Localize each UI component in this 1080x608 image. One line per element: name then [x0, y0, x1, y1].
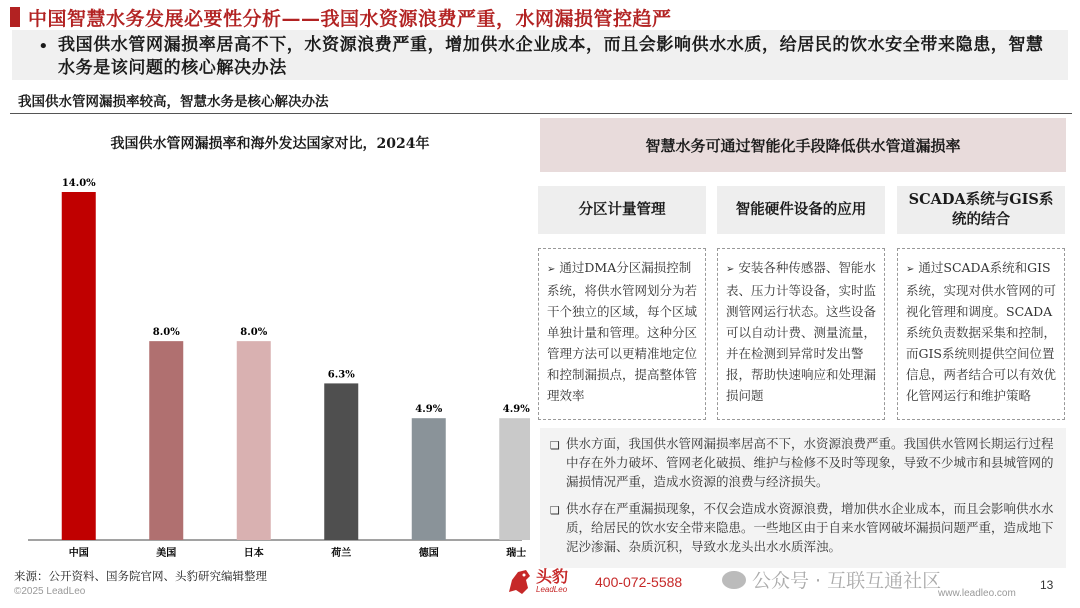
source-note: 来源：公开资料、国务院官网、头豹研究编辑整理: [14, 569, 267, 583]
logo-name: 头豹: [536, 566, 569, 586]
category-label-5: 德国: [418, 548, 439, 559]
value-label-2: 8.0%: [152, 327, 180, 339]
summary-text: 我国供水管网漏损率居高不下，水资源浪费严重，增加供水企业成本，而且会影响供水水质，给居民的饮水安全带来隐患，智慧水务是该问题的核心解决办法: [58, 35, 1044, 78]
card-body-dma: [538, 248, 706, 420]
category-label-6: 瑞士: [506, 548, 527, 559]
right-panel-header: 智慧水务可通过智能化手段降低供水管道漏损率: [540, 118, 1066, 172]
watermark: [722, 566, 941, 593]
section-subheading: 我国供水管网漏损率较高，智慧水务是核心解决办法: [18, 94, 329, 110]
notes-box: [540, 428, 1066, 568]
chart-title: 我国供水管网漏损率和海外发达国家对比，2024年: [110, 136, 430, 152]
bullet-icon: •: [38, 36, 49, 57]
bar-4: [324, 383, 358, 540]
category-label-2: 美国: [156, 548, 177, 559]
card-body-scada: [897, 248, 1065, 420]
summary-box: [12, 30, 1068, 80]
card-text-dma: 通过DMA分区漏损控制系统，将供水管网划分为若干个独立的区域，每个区域单独计量和管理。这种分区管理方法可以更精准地定位和控制漏损点，提高整体管理效率: [547, 260, 698, 403]
category-label-4: 荷兰: [331, 548, 352, 559]
bar-2: [149, 341, 183, 540]
bar-1: [62, 192, 96, 540]
title-bar: [10, 4, 1070, 30]
leopard-icon: [506, 566, 532, 596]
checkbox-square-icon: ❑: [550, 504, 560, 517]
bar-chart: [20, 160, 530, 570]
page-title: 中国智慧水务发展必要性分析——我国水资源浪费严重，水网漏损管控趋严: [28, 7, 672, 30]
value-label-3: 8.0%: [240, 327, 268, 339]
value-label-1: 14.0%: [61, 178, 96, 189]
copyright: ©2025 LeadLeo: [14, 586, 86, 597]
card-title-scada: SCADA系统与GIS系统的结合: [897, 186, 1065, 234]
bar-3: [237, 341, 271, 540]
note-item: [550, 434, 1056, 491]
divider: [10, 113, 1072, 114]
category-label-1: 中国: [68, 548, 89, 559]
category-label-3: 日本: [243, 548, 264, 559]
bar-6: [499, 418, 530, 540]
page-number: 13: [1040, 578, 1054, 592]
title-accent-mark: [10, 7, 20, 27]
card-title-hardware: 智能硬件设备的应用: [717, 186, 885, 234]
bar-5: [412, 418, 446, 540]
leadleo-logo: [506, 566, 568, 596]
value-label-4: 6.3%: [327, 369, 355, 381]
note-text-1: 供水方面，我国供水管网漏损率居高不下，水资源浪费严重。我国供水管网长期运行过程中存在外力破坏、管网老化破损、维护与检修不及时等现象，导致不少城市和县城管网的漏损情况严重，造成水资源的浪费与经济损失。: [566, 436, 1054, 489]
arrow-icon: ➢: [547, 264, 556, 275]
phone-number: 400-072-5588: [595, 574, 683, 590]
logo-subtitle: LeadLeo: [536, 584, 568, 594]
watermark-text: 公众号 · 互联互通社区: [752, 570, 942, 592]
website-url: www.leadleo.com: [938, 588, 1016, 599]
card-title-dma: 分区计量管理: [538, 186, 706, 234]
card-text-hardware: 安装各种传感器、智能水表、压力计等设备，实时监测管网运行状态。这些设备可以自动计费、测量流量，并在检测到异常时发出警报，帮助快速响应和处理漏损问题: [726, 260, 877, 403]
wechat-icon: [722, 571, 746, 589]
value-label-6: 4.9%: [502, 404, 530, 416]
card-body-hardware: [717, 248, 885, 420]
note-text-2: 供水存在严重漏损现象，不仅会造成水资源浪费，增加供水企业成本，而且会影响供水水质，给居民的饮水安全带来隐患。一些地区由于自来水管网破坏漏损问题严重，造成地下泥沙渗漏、杂质沉积，导致水龙头出水水质浑浊。: [566, 501, 1054, 554]
arrow-icon: ➢: [726, 264, 735, 275]
checkbox-square-icon: ❑: [550, 439, 560, 452]
card-text-scada: 通过SCADA系统和GIS系统，实现对供水管网的可视化管理和调度。SCADA系统负责数据采集和控制，而GIS系统则提供空间位置信息，两者结合可以有效优化管网运行和维护策略: [906, 260, 1057, 403]
arrow-icon: ➢: [906, 264, 915, 275]
value-label-5: 4.9%: [415, 404, 443, 416]
note-item: [550, 499, 1056, 556]
